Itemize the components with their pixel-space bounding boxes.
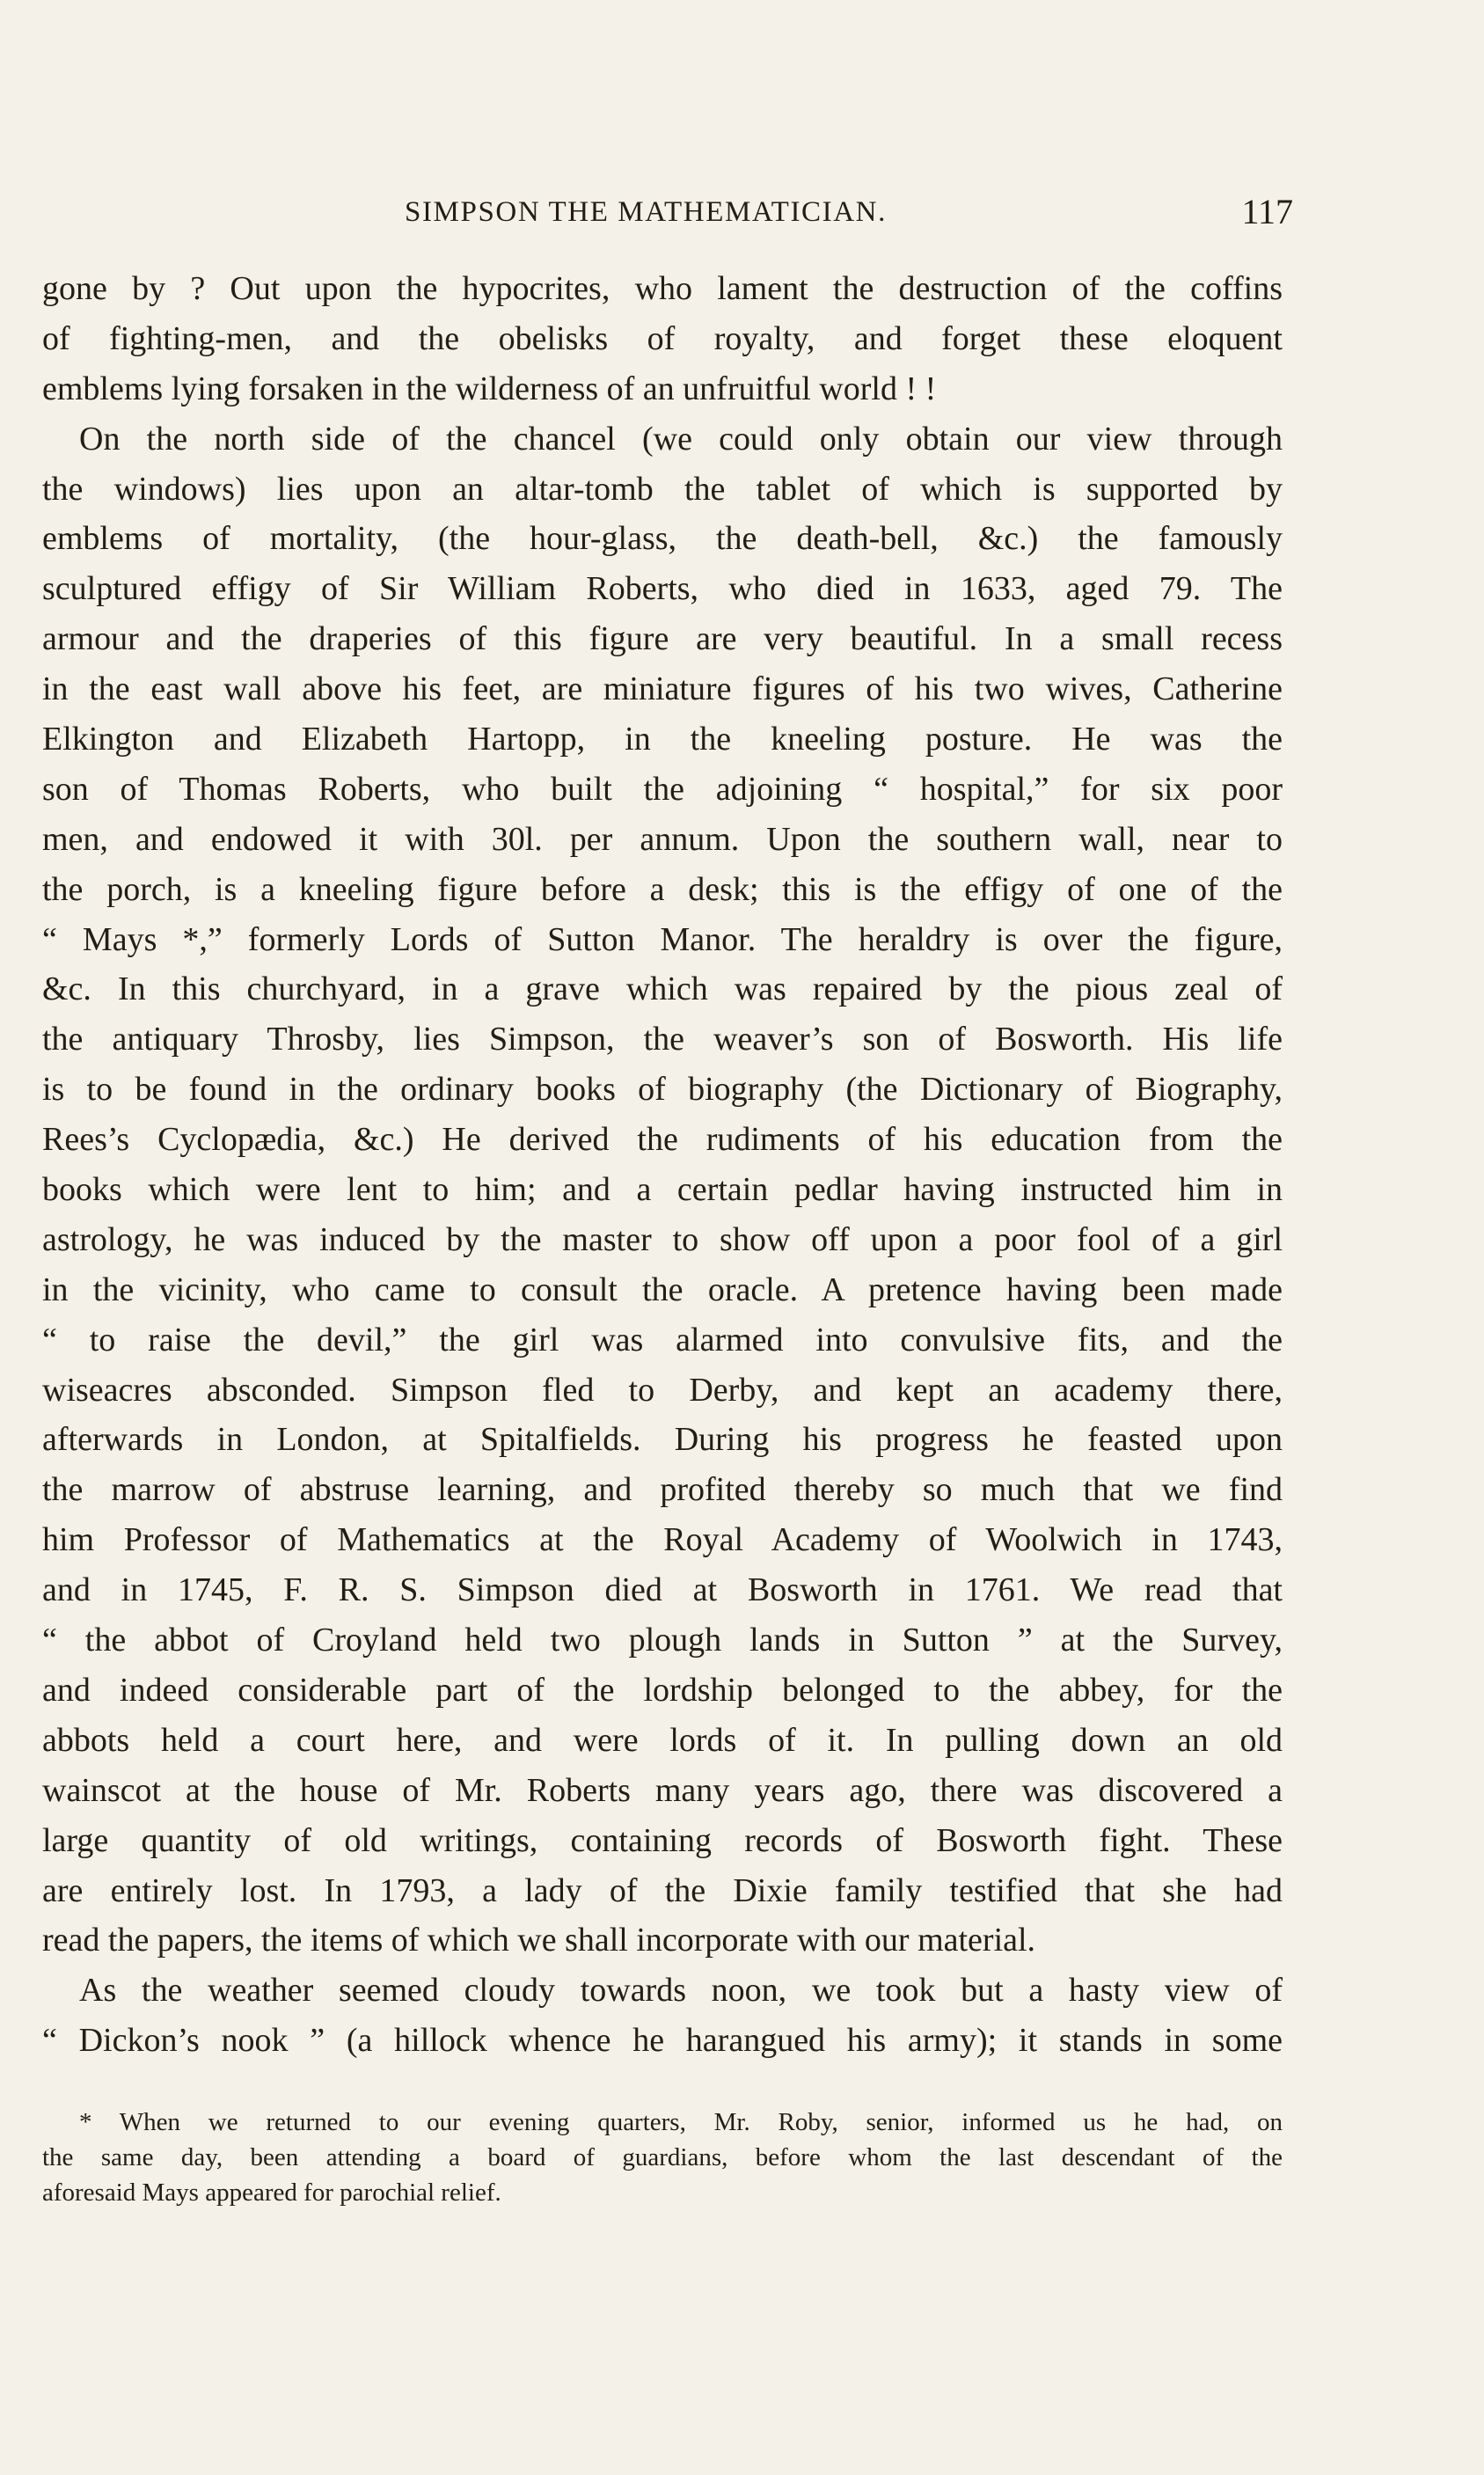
text-line: the windows) lies upon an altar-tomb the tablet of which is supported by bbox=[42, 470, 1283, 508]
text-line: On the north side of the chancel (we could only obtain our view through bbox=[79, 420, 1283, 458]
text-line: “ Dickon’s nook ” (a hillock whence he harangued his army); it stands in some bbox=[42, 2022, 1283, 2060]
text-line: As the weather seemed cloudy towards noon, we took but a hasty view of bbox=[79, 1972, 1283, 2010]
text-line: wiseacres absconded. Simpson fled to Derby, and kept an academy there, bbox=[42, 1371, 1283, 1409]
text-line: is to be found in the ordinary books of biography (the Dictionary of Biography, bbox=[42, 1071, 1283, 1109]
text-line: large quantity of old writings, containing records of Bosworth fight. These bbox=[42, 1821, 1283, 1859]
text-line: “ the abbot of Croyland held two plough lands in Sutton ” at the Survey, bbox=[42, 1622, 1283, 1659]
footnote-line: aforesaid Mays appeared for parochial relief. bbox=[42, 2178, 501, 2207]
footnote-line: * When we returned to our evening quarters, Mr. Roby, senior, informed us he had, on bbox=[79, 2108, 1283, 2136]
text-line: emblems of mortality, (the hour-glass, the death-bell, &c.) the famously bbox=[42, 520, 1283, 558]
text-line: are entirely lost. In 1793, a lady of the Dixie family testified that she had bbox=[42, 1871, 1283, 1909]
text-line: the porch, is a kneeling figure before a desk; this is the effigy of one of the bbox=[42, 870, 1283, 908]
page-number: 117 bbox=[1241, 192, 1293, 231]
running-title: SIMPSON THE MATHEMATICIAN. bbox=[405, 196, 887, 228]
footnote bbox=[42, 2105, 1283, 2210]
footnote-line: the same day, been attending a board of guardians, before whom the last descendant of the bbox=[42, 2143, 1283, 2171]
text-line: sculptured effigy of Sir William Roberts, who died in 1633, aged 79. The bbox=[42, 570, 1283, 608]
text-line: the marrow of abstruse learning, and profited thereby so much that we find bbox=[42, 1471, 1283, 1509]
text-line: and indeed considerable part of the lordship belonged to the abbey, for the bbox=[42, 1671, 1283, 1709]
text-line: men, and endowed it with 30l. per annum. Upon the southern wall, near to bbox=[42, 820, 1283, 858]
text-line: in the vicinity, who came to consult the oracle. A pretence having been made bbox=[42, 1270, 1283, 1308]
body-text bbox=[42, 264, 1283, 2066]
text-line: emblems lying forsaken in the wilderness of an unfruitful world ! ! bbox=[42, 370, 937, 407]
text-line: abbots held a court here, and were lords of it. In pulling down an old bbox=[42, 1721, 1283, 1759]
text-line: Rees’s Cyclopædia, &c.) He derived the rudiments of his education from the bbox=[42, 1121, 1283, 1159]
text-line: “ Mays *,” formerly Lords of Sutton Manor. The heraldry is over the figure, bbox=[42, 920, 1283, 958]
text-line: son of Thomas Roberts, who built the adjoining “ hospital,” for six poor bbox=[42, 770, 1283, 808]
text-line: books which were lent to him; and a certain pedlar having instructed him in bbox=[42, 1171, 1283, 1209]
text-line: him Professor of Mathematics at the Royal Academy of Woolwich in 1743, bbox=[42, 1521, 1283, 1559]
text-line: of fighting-men, and the obelisks of royalty, and forget these eloquent bbox=[42, 319, 1283, 357]
text-line: Elkington and Elizabeth Hartopp, in the kneeling posture. He was the bbox=[42, 721, 1283, 758]
text-line: gone by ? Out upon the hypocrites, who lament the destruction of the coffins bbox=[42, 270, 1283, 307]
text-line: wainscot at the house of Mr. Roberts many years ago, there was discovered a bbox=[42, 1771, 1283, 1809]
text-line: armour and the draperies of this figure are very beautiful. In a small recess bbox=[42, 620, 1283, 658]
text-line: and in 1745, F. R. S. Simpson died at Bosworth in 1761. We read that bbox=[42, 1571, 1283, 1609]
text-line: afterwards in London, at Spitalfields. During his progress he feasted upon bbox=[42, 1421, 1283, 1459]
text-line: &c. In this churchyard, in a grave which was repaired by the pious zeal of bbox=[42, 970, 1283, 1008]
text-line: astrology, he was induced by the master to show off upon a poor fool of a girl bbox=[42, 1220, 1283, 1258]
text-line: “ to raise the devil,” the girl was alarmed into convulsive fits, and the bbox=[42, 1321, 1283, 1358]
text-line: in the east wall above his feet, are miniature figures of his two wives, Catherine bbox=[42, 670, 1283, 708]
text-line: read the papers, the items of which we shall incorporate with our material. bbox=[42, 1922, 1036, 1959]
text-line: the antiquary Throsby, lies Simpson, the weaver’s son of Bosworth. His life bbox=[42, 1021, 1283, 1058]
running-header bbox=[405, 190, 1293, 234]
